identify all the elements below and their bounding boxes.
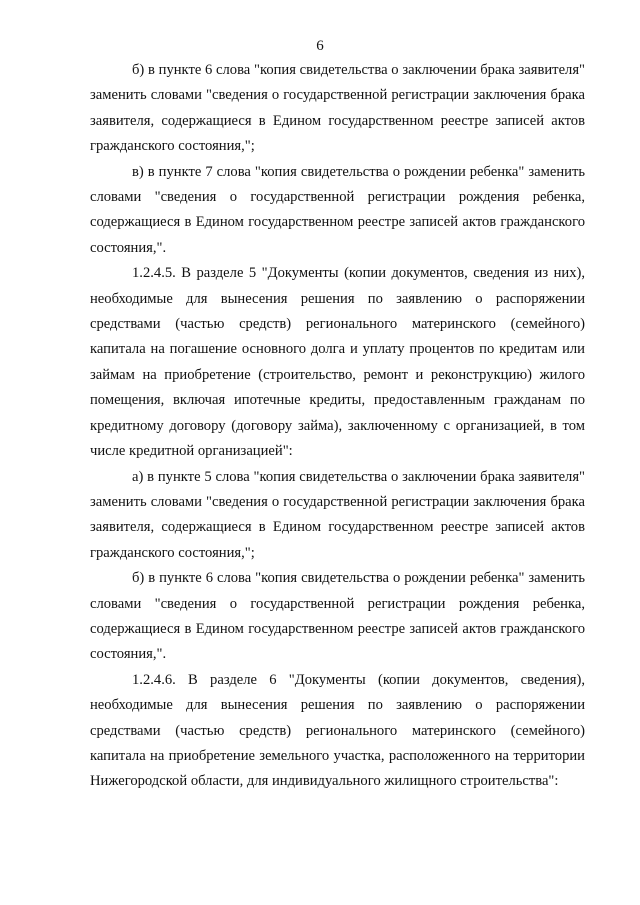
paragraph-1-2-4-5: 1.2.4.5. В разделе 5 "Документы (копии документов, сведения из них), необходимые для вынесения решения по заявлению о распоряжении средствами (частью средств) регионального материнского (семейного) капитала на погашение основного долга и уплату процентов по кредитам или займам на приобретение (строительство, ремонт и реконструкцию) жилого помещения, включая ипотечные кредиты, предоставленным гражданам по кредитному договору (договору займа), заключенному с организацией, в том числе кредитной организацией": <box>90 265 585 460</box>
paragraph-1-b-point-6: б) в пункте 6 слова "копия свидетельства о заключении брака заявителя" заменить словами "сведения о государственной регистрации заключения брака заявителя, содержащиеся в Едином государственном реестре записей актов гражданского состояния,"; <box>90 62 585 155</box>
document-body <box>90 58 585 795</box>
paragraph-2-a-point-5: а) в пункте 5 слова "копия свидетельства о заключении брака заявителя" заменить словами "сведения о государственной регистрации заключения брака заявителя, содержащиеся в Едином государственном реестре записей актов гражданского состояния,"; <box>90 468 585 561</box>
paragraph-1-v-point-7: в) в пункте 7 слова "копия свидетельства о рождении ребенка" заменить словами "сведения о государственной регистрации рождения ребенка, содержащиеся в Едином государственном реестре записей актов гражданского состояния,". <box>90 163 585 256</box>
page-number: 6 <box>316 38 324 54</box>
paragraph-2-b-point-6: б) в пункте 6 слова "копия свидетельства о рождении ребенка" заменить словами "сведения о государственной регистрации рождения ребенка, содержащиеся в Едином государственном реестре записей актов гражданского состояния,". <box>90 570 585 663</box>
paragraph-1-2-4-6: 1.2.4.6. В разделе 6 "Документы (копии документов, сведения), необходимые для вынесения решения по заявлению о распоряжении средствами (частью средств) регионального материнского (семейного) капитала на приобретение земельного участка, расположенного на территории Нижегородской области, для индивидуального жилищного строительства": <box>90 671 585 790</box>
